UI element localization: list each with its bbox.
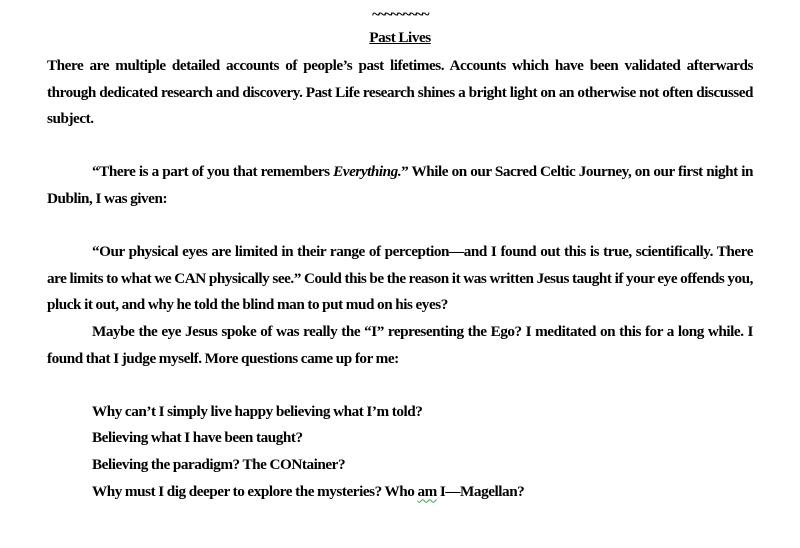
paragraph-remembers-end: ” While on our Sacred Celtic Journey, on our first night in Dublin, I was given:	[47, 163, 754, 207]
paragraph-intro: There are multiple detailed accounts of people’s past lifetimes. Accounts which have been validated afterwards through dedicated research and discovery. Past Life research shines a bright light on an otherwise not often discussed subject.	[47, 57, 753, 128]
emphasis-everything: Everything.	[333, 163, 402, 181]
blank-line	[47, 133, 753, 160]
paragraph-physical-eyes: “Our physical eyes are limited in their range of perception—and I found out this is true, scientifically. There are limits to what we CAN physically see.” Could this be the reason it was written Jesus taught if your eye offends you, pluck it out, and why he told the blind man to put mud on his eyes?	[47, 243, 753, 314]
section-divider: ~~~~~~~~~	[372, 7, 428, 23]
blank-line	[47, 372, 753, 399]
blank-line	[47, 213, 753, 240]
document-page	[47, 0, 753, 505]
question-line-4-end: I—Magellan?	[436, 482, 525, 500]
question-line-3: Believing the paradigm? The CONtainer?	[92, 455, 346, 473]
question-line-4	[47, 479, 753, 506]
section-title: Past Lives	[369, 29, 431, 46]
paragraph-remembers-start: “There is a part of you that remembers	[92, 163, 334, 181]
question-line-4-start: Why must I dig deeper to explore the mysteries? Who	[92, 482, 418, 500]
grammar-flagged-word[interactable]: am	[417, 482, 437, 500]
paragraph-remembers	[47, 159, 753, 212]
paragraph-ego: Maybe the eye Jesus spoke of was really the “I” representing the Ego? I meditated on this for a long while. I found that I judge myself. More questions came up for me:	[47, 322, 753, 367]
question-line-2: Believing what I have been taught?	[92, 429, 303, 447]
question-line-1: Why can’t I simply live happy believing what I’m told?	[92, 402, 423, 420]
